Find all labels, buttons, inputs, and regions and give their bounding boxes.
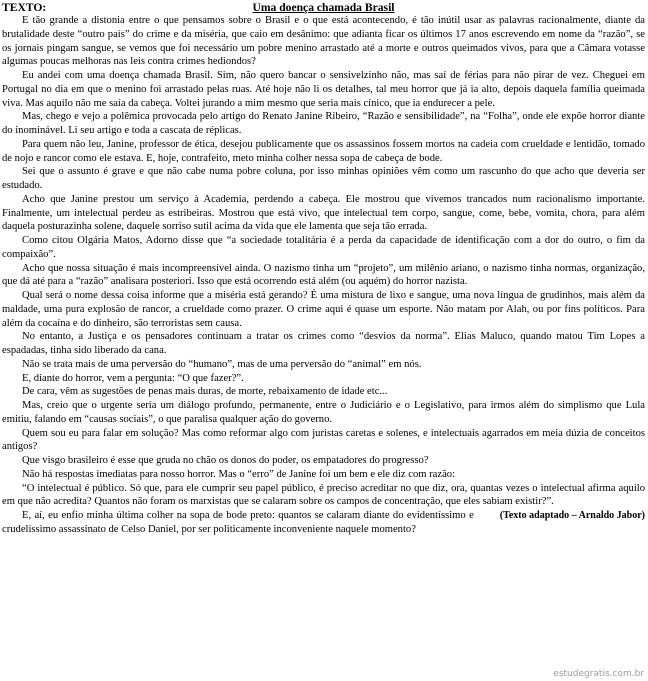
paragraph: Acho que Janine prestou um serviço à Academia, perdendo a cabeça. Ele mostrou que vivemos trancados num racionalismo importante. Finalmente, um intelectual perdeu as estribeiras. Mostrou que está vivo, que intelectual tem corpo, sangue, come, bebe, vomita, chora, para além daquela posturazinha solene, daquele sorriso sutil acima da vida que ele lamenta que seja tão errada.	[2, 193, 645, 233]
article-body	[2, 14, 645, 537]
last-paragraph	[2, 509, 645, 537]
paragraph: Sei que o assunto é grave e que não cabe numa pobre coluna, por isso minhas opiniões vêm como um rascunho do que acho que deveria ser estudado.	[2, 166, 645, 191]
paragraph: Não se trata mais de uma perversão do “humano”, mas de uma perversão do “animal” em nós.	[22, 358, 422, 370]
paragraph: “O intelectual é público. Só que, para ele cumprir seu papel público, é preciso acreditar no que diz, ora, quantas vezes o intelectual afirma aquilo em que não acredita? Quantos não foram os marxistas que se calaram sobre os campos de concentração, que eles sabiam existir?”.	[2, 482, 645, 508]
source-credit: (Texto adaptado – Arnaldo Jabor)	[499, 510, 645, 521]
paragraph-text: E, aí, eu enfio minha última colher na sopa de bode preto: quantos se calaram diante do evidentíssimo e crudelíssimo assassinato de Celso Daniel, por ser politicamente inconveniente naquele momento?	[2, 510, 474, 535]
paragraph: Mas, chego e vejo a polêmica provocada pelo artigo do Renato Janine Ribeiro, “Razão e sensibilidade”, na “Folha”, onde ele expõe horror diante do inominável. Li seu artigo e toda a cascata de réplicas.	[2, 111, 645, 136]
paragraph: Qual será o nome dessa coisa informe que a miséria está gerando? É uma mistura de lixo e sangue, uma nova língua de grudinhos, mais além da maldade, uma pura explosão de rancor, a crueldade como prazer. O crime aqui é quase um esporte. Não matam por Alah, ou por fins políticos. Para além da cocaína e do dinheiro, são terroristas sem causa.	[2, 290, 645, 329]
paragraph: Como citou Olgária Matos, Adorno disse que “a sociedade totalitária é a perda da capacidade de identificação com a dor do outro, o fim da compaixão”.	[2, 235, 645, 260]
site-watermark: estudegratis.com.br	[553, 669, 644, 679]
text-label: TEXTO:	[2, 1, 47, 14]
paragraph: Para quem não leu, Janine, professor de ética, desejou publicamente que os assassinos fossem mortos na cadeia com crueldade e lentidão, tomado de nojo e rancor como ele estava. E, hoje, contrafeito, meto minha colher nessa sopa de cabeça de bode.	[2, 138, 645, 164]
paragraph: Não há respostas imediatas para nosso horror. Mas o “erro” de Janine foi um bem e ele diz com razão:	[22, 468, 456, 480]
paragraph: Quem sou eu para falar em solução? Mas como reformar algo com juristas caretas e solenes, e intelectuais agarrados em meia dúzia de conceitos antigos?	[2, 427, 645, 453]
paragraph: Mas, creio que o urgente seria um diálogo profundo, permanente, entre o Judiciário e o Legislativo, para irmos além do simplismo que Lula emitiu, falando em “causas sociais”, o que paralisa qualquer ação do governo.	[2, 400, 645, 425]
document-title: Uma doença chamada Brasil	[252, 1, 395, 14]
paragraph: E, diante do horror, vem a pergunta: “O que fazer?”.	[22, 372, 244, 384]
paragraph: No entanto, a Justiça e os pensadores continuam a tratar os crimes como “desvios da norma”. Elias Maluco, quando matou Tim Lopes a espadadas, tinha sido liberado da cana.	[2, 331, 645, 356]
paragraph: Que visgo brasileiro é esse que gruda no chão os donos do poder, os empatadores do progresso?	[22, 455, 429, 466]
document-header	[2, 1, 645, 14]
paragraph: Eu andei com uma doença chamada Brasil. Sim, não quero bancar o sensivelzinho não, mas saí de férias para não pirar de vez. Cheguei em Portugal no dia em que o menino foi arrastado pelas ruas. Até hoje não li os detalhes, tal meu horror que já ia alto, depois daquela família queimada viva. Mas aquilo não me saía da cabeça. Voltei jurando a mim mesmo que seria mais cínico, que ia endurecer a pele.	[2, 70, 645, 109]
paragraph: De cara, vêm as sugestões de penas mais duras, de morte, rebaixamento de idade etc...	[22, 386, 388, 398]
paragraph: E tão grande a distonia entre o que pensamos sobre o Brasil e o que está acontecendo, é tão inútil usar as palavras racionalmente, diante da brutalidade deste “outro país” do crime e da miséria, que caio em desânimo: que adianta ficar os últimos 17 anos escrevendo em nome da “razão”, se os jornais pingam sangue, se vemos que foi necessário um pobre menino arrastado até a morte e outros queimados vivos, para que a Câmara votasse algumas poucas melhoras nas leis contra crimes hediondos?	[2, 15, 645, 68]
paragraph: Acho que nossa situação é mais incompreensível ainda. O nazismo tinha um “projeto”, um milênio ariano, o nazismo tinha normas, organização, que dá até para a “razão” analisara posteriori. Isso que está ocorrendo está além (ou aquém) do horror nazista.	[2, 262, 645, 288]
